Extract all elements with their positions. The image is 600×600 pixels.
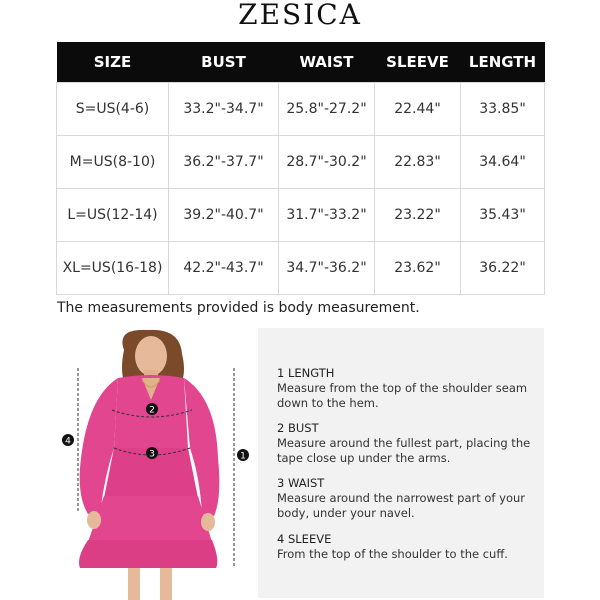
- instruction-title: 2 BUST: [277, 421, 319, 435]
- table-row: [57, 189, 545, 242]
- cell-sleeve: 22.83": [375, 136, 461, 189]
- cell-bust: 33.2"-34.7": [169, 83, 279, 136]
- table-header-row: [57, 42, 545, 83]
- cell-length: 35.43": [461, 189, 545, 242]
- instruction-title: 3 WAIST: [277, 476, 325, 490]
- cell-length: 33.85": [461, 83, 545, 136]
- brand-logo: ZESICA: [238, 0, 362, 31]
- cell-waist: 31.7"-33.2": [279, 189, 375, 242]
- measurement-note: The measurements provided is body measurement.: [57, 300, 420, 316]
- cell-bust: 39.2"-40.7": [169, 189, 279, 242]
- marker-4: [62, 434, 74, 447]
- instruction-desc: Measure around the fullest part, placing the tape close up under the arms.: [277, 436, 531, 465]
- instruction-length: [277, 366, 537, 411]
- svg-text:4: 4: [65, 436, 71, 447]
- table-row: [57, 83, 545, 136]
- svg-text:2: 2: [149, 405, 155, 416]
- cell-size: L=US(12-14): [57, 189, 169, 242]
- svg-text:1: 1: [240, 451, 246, 462]
- instruction-bust: [277, 421, 537, 466]
- instruction-title: 1 LENGTH: [277, 366, 335, 380]
- dress-model-photo: [56, 328, 258, 600]
- table-row: [57, 136, 545, 189]
- marker-1: [237, 449, 249, 462]
- header-length: LENGTH: [461, 42, 545, 83]
- cell-bust: 36.2"-37.7": [169, 136, 279, 189]
- instruction-desc: Measure around the narrowest part of your body, under your navel.: [277, 491, 525, 520]
- cell-size: XL=US(16-18): [57, 242, 169, 295]
- cell-length: 34.64": [461, 136, 545, 189]
- header-waist: WAIST: [279, 42, 375, 83]
- cell-sleeve: 22.44": [375, 83, 461, 136]
- header-size: SIZE: [57, 42, 169, 83]
- table-row: [57, 242, 545, 295]
- cell-waist: 25.8"-27.2": [279, 83, 375, 136]
- cell-bust: 42.2"-43.7": [169, 242, 279, 295]
- cell-sleeve: 23.22": [375, 189, 461, 242]
- cell-sleeve: 23.62": [375, 242, 461, 295]
- cell-waist: 28.7"-30.2": [279, 136, 375, 189]
- cell-size: S=US(4-6): [57, 83, 169, 136]
- size-chart-table: [56, 42, 545, 295]
- cell-waist: 34.7"-36.2": [279, 242, 375, 295]
- header-sleeve: SLEEVE: [375, 42, 461, 83]
- instruction-sleeve: [277, 532, 537, 562]
- measurement-guide-panel: [258, 328, 544, 598]
- svg-text:3: 3: [149, 449, 155, 460]
- instruction-desc: Measure from the top of the shoulder seam down to the hem.: [277, 381, 528, 410]
- instruction-desc: From the top of the shoulder to the cuff.: [277, 547, 508, 561]
- header-bust: BUST: [169, 42, 279, 83]
- cell-size: M=US(8-10): [57, 136, 169, 189]
- cell-length: 36.22": [461, 242, 545, 295]
- instruction-waist: [277, 476, 537, 521]
- instruction-title: 4 SLEEVE: [277, 532, 332, 546]
